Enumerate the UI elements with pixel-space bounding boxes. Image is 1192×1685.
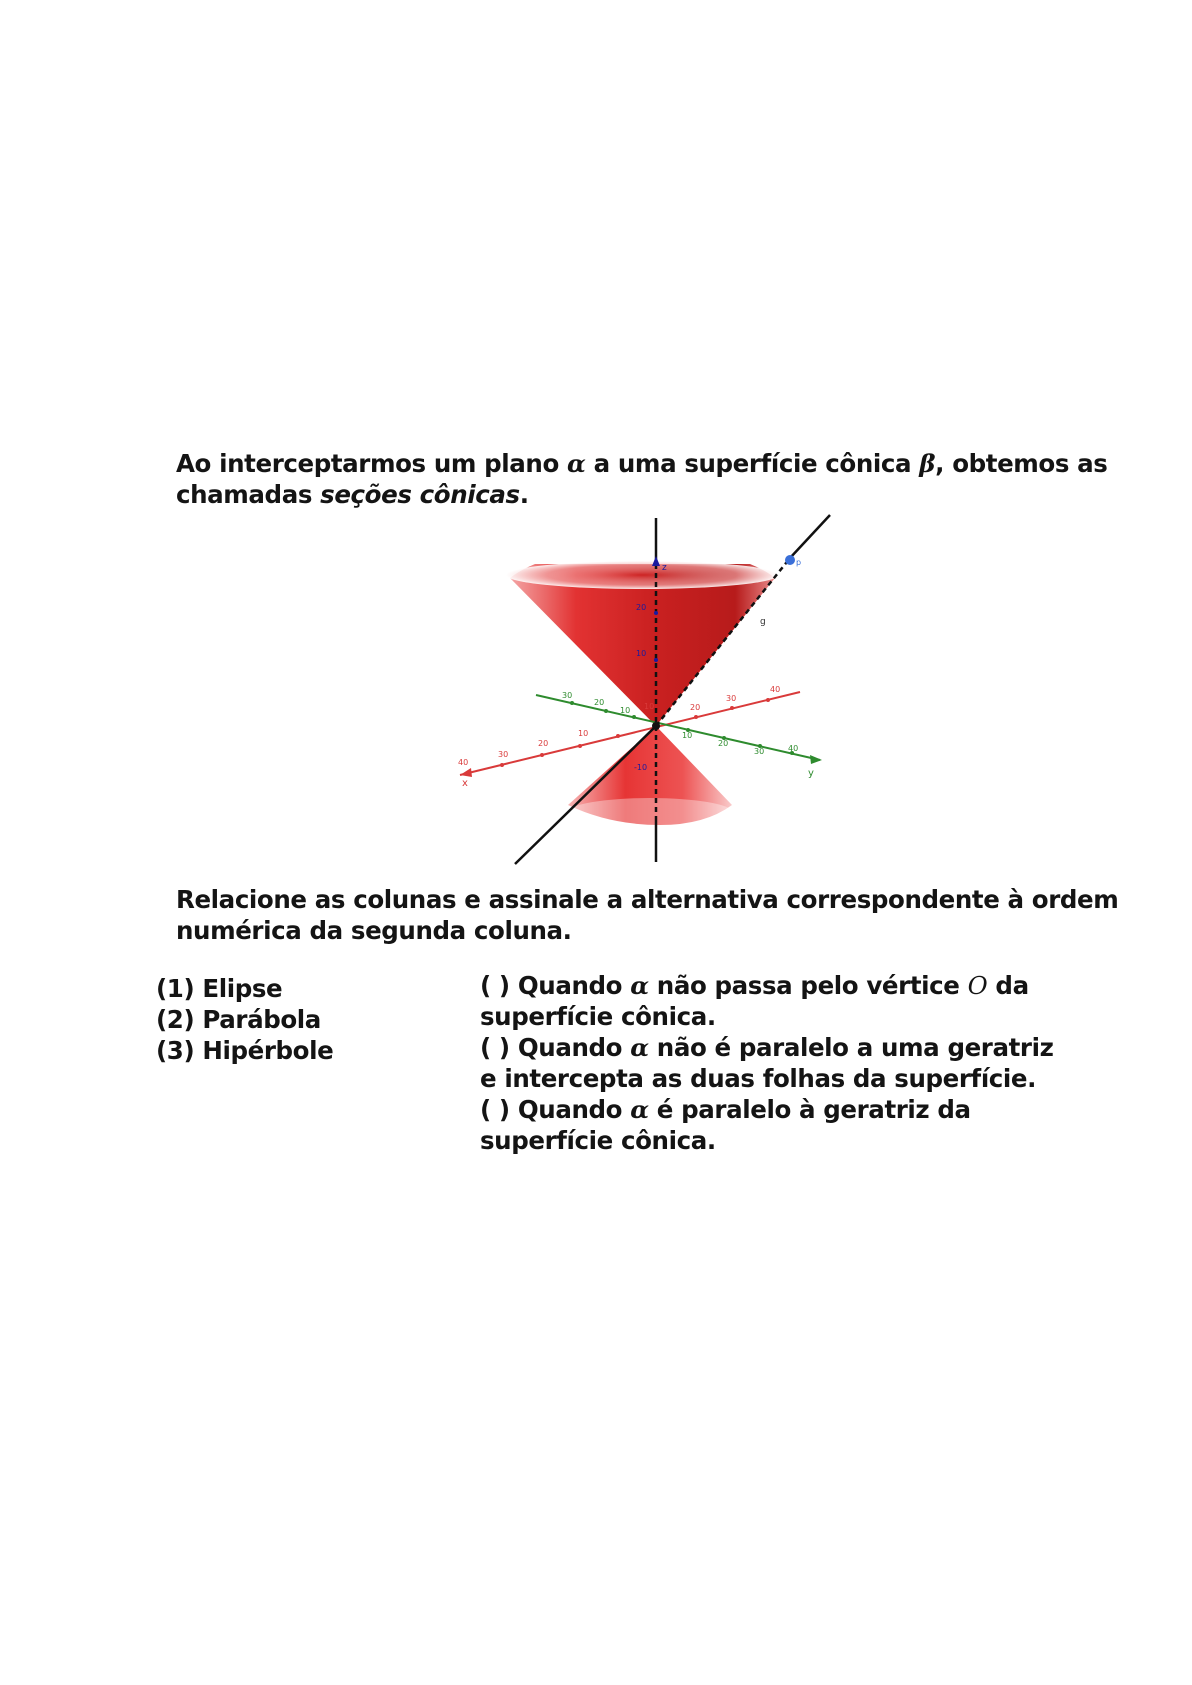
- alpha-symbol: α: [630, 971, 649, 1000]
- y-tick-label: 30: [754, 747, 765, 756]
- point-label: p: [796, 558, 802, 567]
- x-axis-label: x: [462, 778, 468, 789]
- x-tick-label: 30: [726, 694, 737, 703]
- first-column: [156, 973, 456, 1066]
- x-axis-arrow: [460, 768, 472, 777]
- x-tick-label: 10: [644, 702, 655, 711]
- instruction-line-1: Relacione as colunas e assinale a alternativa correspondente à ordem: [176, 885, 1119, 914]
- generatrix-label: g: [760, 617, 766, 627]
- intro-line-1: [176, 448, 1108, 479]
- y-tick-label: 10: [620, 706, 631, 715]
- x-tick-label: 20: [690, 703, 701, 712]
- intro-paragraph: [176, 448, 1108, 510]
- y-tick-label: 40: [788, 744, 799, 753]
- column2-item-3: [480, 1094, 1050, 1125]
- intro-text: chamadas: [176, 480, 321, 509]
- x-tick-label: 20: [538, 739, 549, 748]
- column2-item-1: [480, 970, 1050, 1001]
- item-text: é paralelo à geratriz da: [648, 1095, 971, 1124]
- z-axis-arrow: [652, 556, 660, 566]
- generatrix-line-upper: [790, 515, 830, 558]
- column2-item-2-cont: e intercepta as duas folhas da superfície.: [480, 1064, 1037, 1093]
- x-tick-label: 40: [458, 758, 469, 767]
- instruction-paragraph: [176, 884, 1119, 946]
- item-text: não é paralelo a uma geratriz: [648, 1033, 1054, 1062]
- alpha-symbol: α: [630, 1095, 649, 1124]
- intro-text: a uma superfície cônica: [585, 449, 920, 478]
- vertex-point: [652, 722, 660, 730]
- x-tick-label: 40: [770, 685, 781, 694]
- point-on-generatrix: [785, 555, 795, 565]
- item-text: ( ) Quando: [480, 971, 631, 1000]
- z-axis-label: z: [662, 563, 667, 573]
- lower-rim: [568, 798, 732, 826]
- second-column: [480, 970, 1054, 1156]
- instruction-line-2: numérica da segunda coluna.: [176, 916, 572, 945]
- beta-symbol: β: [919, 449, 936, 478]
- y-tick-label: 20: [594, 698, 605, 707]
- y-tick-label: 10: [682, 731, 693, 740]
- upper-rim: [506, 561, 778, 589]
- x-tick-label: 10: [578, 729, 589, 738]
- alpha-symbol: α: [630, 1033, 649, 1062]
- item-text: da: [987, 971, 1029, 1000]
- column1-item: (2) Parábola: [156, 1005, 321, 1034]
- item-text: não passa pelo vértice: [648, 971, 968, 1000]
- item-text: ( ) Quando: [480, 1033, 631, 1062]
- z-tick: [654, 658, 658, 662]
- y-axis-label: y: [808, 768, 814, 779]
- column2-item-2: [480, 1032, 1054, 1063]
- double-cone-figure: [458, 520, 840, 870]
- intro-text: Ao interceptarmos um plano: [176, 449, 568, 478]
- y-axis-arrow: [810, 755, 822, 764]
- item-text: ( ) Quando: [480, 1095, 631, 1124]
- z-tick-label: 10: [636, 649, 647, 658]
- column1-item: (1) Elipse: [156, 974, 283, 1003]
- column1-item: (3) Hipérbole: [156, 1036, 334, 1065]
- intro-text: .: [519, 480, 529, 509]
- intro-line-2: [176, 479, 1076, 510]
- z-tick: [654, 611, 658, 615]
- conic-sections-term: seções cônicas: [320, 480, 520, 509]
- z-tick-label: 20: [636, 603, 647, 612]
- y-tick-label: 20: [718, 739, 729, 748]
- alpha-symbol: α: [567, 449, 586, 478]
- intro-text: , obtemos as: [935, 449, 1108, 478]
- vertex-symbol: O: [967, 971, 988, 1000]
- column2-item-1-cont: superfície cônica.: [480, 1002, 716, 1031]
- z-tick-label: -10: [634, 763, 648, 772]
- y-tick-label: 30: [562, 691, 573, 700]
- column2-item-3-cont: superfície cônica.: [480, 1126, 716, 1155]
- x-tick-label: 30: [498, 750, 509, 759]
